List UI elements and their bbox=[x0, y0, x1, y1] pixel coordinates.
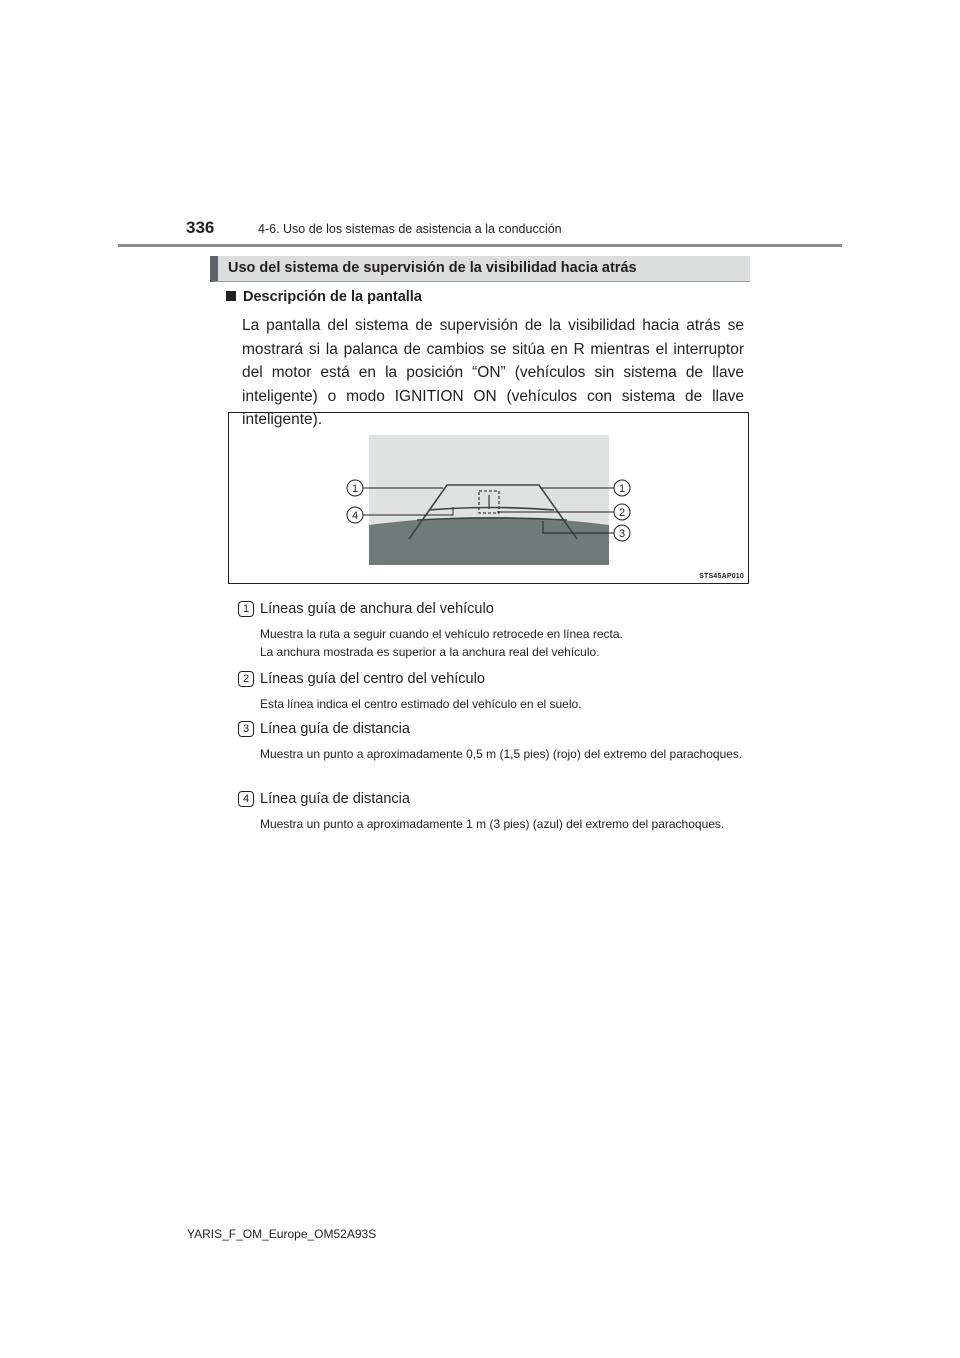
square-bullet-icon bbox=[226, 291, 236, 301]
topic-heading: Uso del sistema de supervisión de la visibilidad hacia atrás bbox=[228, 260, 637, 276]
section-header: 4-6. Uso de los sistemas de asistencia a la conducción bbox=[258, 222, 562, 236]
item-description: Muestra la ruta a seguir cuando el vehículo retrocede en línea recta. La anchura mostrada es superior a la anchura real del vehículo. bbox=[260, 627, 623, 659]
number-badge: 2 bbox=[238, 671, 254, 687]
callout-circle bbox=[347, 507, 363, 523]
callout-circle bbox=[614, 480, 630, 496]
callout-circle bbox=[347, 480, 363, 496]
callout-label: 1 bbox=[351, 483, 359, 495]
item-title: Línea guía de distancia bbox=[260, 791, 410, 807]
number-badge: 4 bbox=[238, 791, 254, 807]
item-description: Muestra un punto a aproximadamente 0,5 m (1,5 pies) (rojo) del extremo del parachoques. bbox=[260, 747, 743, 761]
page-number: 336 bbox=[186, 218, 215, 237]
number-badge: 1 bbox=[238, 601, 254, 617]
camera-display-figure bbox=[228, 412, 749, 584]
header-rule bbox=[118, 244, 842, 247]
callout-label: 1 bbox=[618, 483, 626, 495]
item-title: Línea guía de distancia bbox=[260, 721, 410, 737]
intro-paragraph: La pantalla del sistema de supervisión de la visibilidad hacia atrás se mostrará si la palanca de cambios se sitúa en R mientras el interruptor del motor está en la posición “ON” (vehículos sin sistema de llave inteligente) o modo IGNITION ON (vehículos con sistema de llave inteligente). bbox=[242, 317, 744, 428]
callout-label: 4 bbox=[351, 510, 359, 522]
item-description: Muestra un punto a aproximadamente 1 m (3 pies) (azul) del extremo del parachoques. bbox=[260, 817, 725, 831]
callout-label: 3 bbox=[618, 528, 626, 540]
number-badge: 3 bbox=[238, 721, 254, 737]
item-title: Líneas guía de anchura del vehículo bbox=[260, 601, 494, 617]
bumper-area bbox=[369, 517, 609, 565]
figure-code: STS45AP010 bbox=[699, 573, 744, 580]
rear-camera-screen-illustration bbox=[229, 413, 748, 583]
document-footer: YARIS_F_OM_Europe_OM52A93S bbox=[187, 1227, 377, 1241]
item-title: Líneas guía del centro del vehículo bbox=[260, 671, 485, 687]
callout-circle bbox=[614, 525, 630, 541]
subheading-text: Descripción de la pantalla bbox=[243, 289, 422, 305]
callout-circle bbox=[614, 504, 630, 520]
callout-label: 2 bbox=[618, 507, 626, 519]
item-description: Esta línea indica el centro estimado del vehículo en el suelo. bbox=[260, 697, 582, 711]
subheading bbox=[226, 289, 422, 305]
topic-heading-bar bbox=[210, 256, 750, 282]
